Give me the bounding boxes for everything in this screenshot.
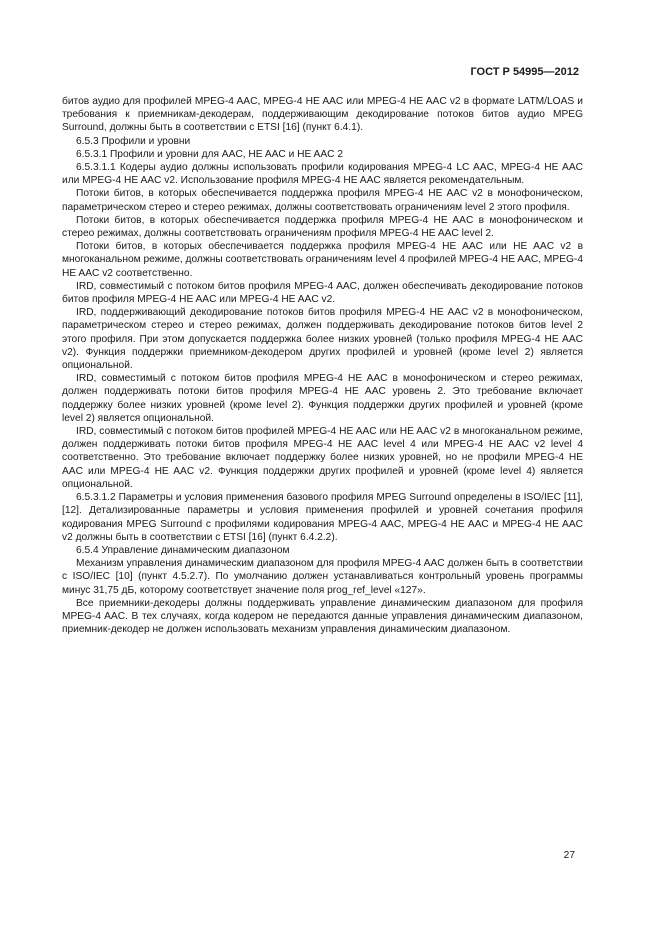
paragraph: 6.5.3.1 Профили и уровни для AAC, HE AAC и HE AAC 2 <box>76 148 343 160</box>
paragraph: IRD, поддерживающий декодирование потоков битов профиля MPEG-4 HE AAC v2 в монофоническом, параметрическом стерео и стерео режимах, должен поддерживать декодирование потоков битов level 2 этого профиля. При этом допускается поддержка более низких уровней (только профиля MPEG-4 HE AAC v2). Функция поддержки приемником-декодером других профилей и уровней (кроме level 2) является опциональной. <box>62 307 583 372</box>
page-number: 27 <box>563 850 575 861</box>
paragraph: Все приемники-декодеры должны поддерживать управление динамическим диапазоном для профиля MPEG-4 AAC. В тех случаях, когда кодером не передаются данные управления динамическим диапазоном, приемник-декодер не должен использовать механизм управления динамическим диапазоном. <box>62 597 583 636</box>
paragraph: 6.5.3 Профили и уровни <box>76 135 191 147</box>
paragraph: Потоки битов, в которых обеспечивается поддержка профиля MPEG-4 HE AAC в монофоническом и стерео режимах, должны соответствовать ограничениям профиля MPEG-4 HE AAC level 2. <box>62 214 583 240</box>
document-body <box>62 95 583 636</box>
standard-number: ГОСТ Р 54995—2012 <box>470 66 579 78</box>
paragraph: IRD, совместимый с потоком битов профиля MPEG-4 HE AAC в монофоническом и стерео режимах, должен поддерживать потоки битов профиля MPEG-4 HE AAC уровень 2. Это требование включает поддержку более низких уровней (кроме level 2). Функция поддержки других профилей и уровней (кроме level 2) является опциональной. <box>62 373 583 424</box>
paragraph: Механизм управления динамическим диапазоном для профиля MPEG-4 AAC должен быть в соответствии с ISO/IEC [10] (пункт 4.5.2.7). По умолчанию должен устанавливаться контрольный уровень программы минус 31,75 дБ, которому соответствует значение поля prog_ref_level «127». <box>62 558 583 596</box>
paragraph: 6.5.3.1.2 Параметры и условия применения базового профиля MPEG Surround определены в ISO/IEC [11], [12]. Детализированные параметры и условия применения профилей и уровней сочетания профиля кодирования MPEG Surround с профилями кодирования MPEG-4 AAC, MPEG-4 HE AAC и MPEG-4 HE AAC v2 должны быть в соответствии с ETSI [16] (пункт 6.4.2.2). <box>62 492 583 543</box>
paragraph: 6.5.4 Управление динамическим диапазоном <box>76 544 290 556</box>
paragraph: Потоки битов, в которых обеспечивается поддержка профиля MPEG-4 HE AAC или HE AAC v2 в многоканальном режиме, должны соответствовать ограничениям level 4 профилей MPEG-4 HE AAC, MPEG-4 HE AAC v2 соответственно. <box>62 241 583 279</box>
paragraph: 6.5.3.1.1 Кодеры аудио должны использовать профили кодирования MPEG-4 LC AAC, MPEG-4 HE AAC или MPEG-4 HE AAC v2. Использование профиля MPEG-4 HE AAC является рекомендательным. <box>62 162 583 187</box>
paragraph: Потоки битов, в которых обеспечивается поддержка профиля MPEG-4 HE AAC v2 в монофоническом, параметрическом стерео и стерео режимах, должны соответствовать ограничениям level 2 этого профиля. <box>62 188 583 213</box>
paragraph: битов аудио для профилей MPEG-4 AAC, MPEG-4 HE AAC или MPEG-4 HE AAC v2 в формате LATM/LOAS и требования к приемникам-декодерам, поддерживающим декодирование потоков битов аудио MPEG Surround, должны быть в соответствии с ETSI [16] (пункт 6.4.1). <box>62 96 583 134</box>
paragraph: IRD, совместимый с потоком битов профиля MPEG-4 AAC, должен обеспечивать декодирование потоков битов профиля MPEG-4 HE AAC или MPEG-4 HE AAC v2. <box>62 280 583 306</box>
paragraph: IRD, совместимый с потоком битов профилей MPEG-4 HE AAC или HE AAC v2 в многоканальном режиме, должен поддерживать потоки битов профиля MPEG-4 HE AAC level 4 или MPEG-4 HE AAC v2 level 4 соответственно. Это требование включает поддержку более низких уровней, но не профили MPEG-4 HE AAC или MPEG-4 HE AAC v2. Функция поддержки других профилей и уровней (кроме level 4) является опциональной. <box>62 426 583 490</box>
